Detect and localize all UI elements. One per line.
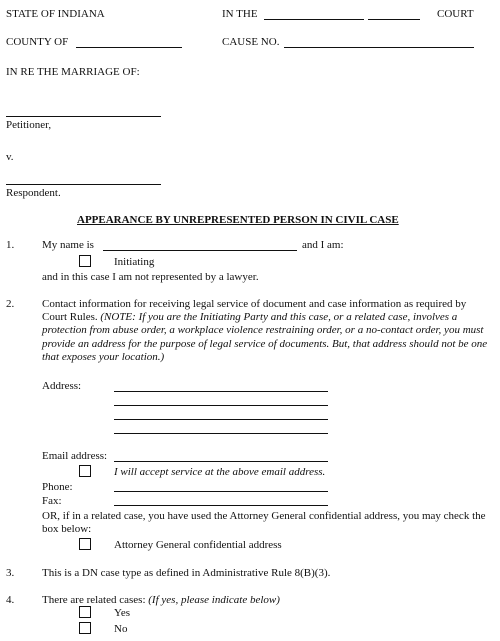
form-title: APPEARANCE BY UNREPRESENTED PERSON IN CIVIL CASE — [77, 214, 399, 226]
cause-no-label: CAUSE NO. — [222, 36, 280, 48]
respondent-label: Respondent. — [6, 187, 61, 199]
accept-email-label: I will accept service at the above email address. — [114, 466, 326, 478]
address-label: Address: — [42, 380, 82, 392]
related-cases-text — [42, 594, 280, 607]
address-line-4[interactable] — [114, 433, 328, 434]
ag-address-label: Attorney General confidential address — [114, 539, 282, 551]
address-line-3[interactable] — [114, 419, 328, 420]
contact-info-paragraph — [42, 298, 494, 364]
petitioner-name-field[interactable] — [6, 116, 161, 117]
related-cases-question: There are related cases: — [42, 594, 149, 606]
respondent-name-field[interactable] — [6, 184, 161, 185]
item2-number: 2. — [6, 298, 15, 310]
court-name-field[interactable] — [264, 19, 364, 20]
item4-number: 4. — [6, 594, 15, 606]
in-re-marriage-label: IN RE THE MARRIAGE OF: — [6, 66, 140, 78]
court-name-field-2[interactable] — [368, 19, 420, 20]
ag-address-checkbox[interactable] — [79, 538, 91, 550]
related-yes-label: Yes — [114, 607, 131, 619]
related-yes-checkbox[interactable] — [79, 606, 91, 618]
cause-no-field[interactable] — [284, 47, 474, 48]
dn-case-type-text: This is a DN case type as defined in Administrative Rule 8(B)(3). — [42, 567, 331, 579]
petitioner-label: Petitioner, — [6, 119, 52, 131]
county-of-label: COUNTY OF — [6, 36, 69, 48]
item3-number: 3. — [6, 567, 15, 579]
phone-label: Phone: — [42, 481, 73, 493]
accept-email-checkbox[interactable] — [79, 465, 91, 477]
court-label: COURT — [437, 8, 474, 20]
email-label: Email address: — [42, 450, 108, 462]
item1-number: 1. — [6, 239, 15, 251]
fax-label: Fax: — [42, 495, 62, 507]
contact-info-lead: Contact information for receiving legal service of document and case information as required by Court Rules. — [42, 298, 467, 324]
initiating-label: Initiating — [114, 256, 155, 268]
phone-field[interactable] — [114, 491, 328, 492]
address-line-2[interactable] — [114, 405, 328, 406]
related-no-label: No — [114, 623, 128, 635]
county-field[interactable] — [76, 47, 182, 48]
ag-address-instructions: OR, if in a related case, you have used the Attorney General confidential address, you may check the box below: — [42, 510, 486, 536]
in-the-label: IN THE — [222, 8, 258, 20]
name-suffix-label: and I am: — [302, 239, 344, 251]
contact-info-note: (NOTE: If you are the Initiating Party and this case, or a related case, involves a protection from abuse order, a workplace violence restraining order, or a no-contact order, you must provide an address for the purpose of legal service of documents. But, that address should not be one that exposes your location.) — [42, 311, 488, 363]
not-represented-text: and in this case I am not represented by a lawyer. — [42, 271, 259, 283]
related-no-checkbox[interactable] — [79, 622, 91, 634]
fax-field[interactable] — [114, 505, 328, 506]
name-prefix-label: My name is — [42, 239, 94, 251]
versus-label: v. — [6, 151, 14, 163]
state-label: STATE OF INDIANA — [6, 8, 105, 20]
related-cases-hint: (If yes, please indicate below) — [148, 594, 280, 606]
email-field[interactable] — [114, 461, 328, 462]
address-line-1[interactable] — [114, 391, 328, 392]
initiating-checkbox[interactable] — [79, 255, 91, 267]
name-field[interactable] — [103, 250, 297, 251]
